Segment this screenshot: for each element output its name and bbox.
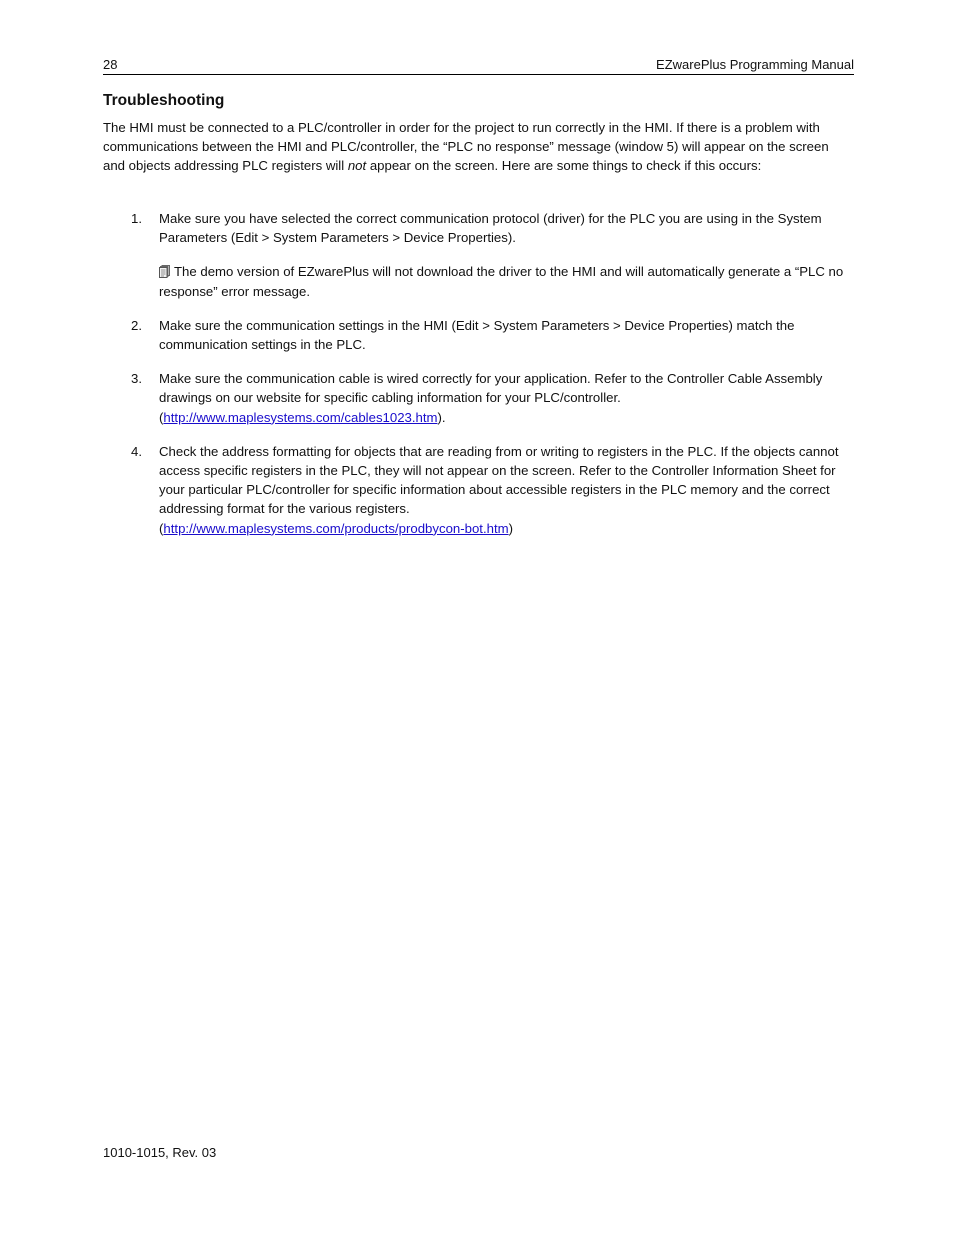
- demo-note: [159, 262, 854, 300]
- page-number: 28: [103, 57, 118, 72]
- list-item-text: [159, 442, 854, 538]
- intro-emphasis: not: [347, 158, 367, 174]
- list-item-number: 3.: [131, 371, 142, 387]
- intro-text-end: appear on the screen. Here are some things to check if this occurs:: [366, 158, 762, 174]
- list-item-text: Make sure you have selected the correct communication protocol (driver) for the PLC you are using in the System Parameters (Edit > System Parameters > Device Properties).: [159, 211, 822, 246]
- manual-title: EZwarePlus Programming Manual: [656, 57, 854, 72]
- list-item-body: Make sure the communication cable is wired correctly for your application. Refer to the Controller Cable Assembly drawings on our website for specific cabling information for your PLC/controller.: [159, 371, 823, 406]
- intro-paragraph: [103, 118, 854, 176]
- list-item-number: 2.: [131, 317, 142, 333]
- demo-note-text: The demo version of EZwarePlus will not download the driver to the HMI and will automatically generate a “PLC no response” error message.: [159, 264, 844, 299]
- link-suffix: ): [508, 520, 514, 536]
- list-item: [103, 369, 854, 427]
- troubleshooting-list: [103, 209, 854, 553]
- list-item: [103, 442, 854, 538]
- page-header: [103, 56, 854, 75]
- list-item-body: Check the address formatting for objects that are reading from or writing to registers in the PLC. If the objects cannot access specific registers in the PLC, they will not appear on the screen. Refer to the Controller Information Sheet for your particular PLC/controller for specific information about accessible registers in the PLC memory and the correct addressing format for the various registers.: [159, 443, 839, 517]
- link-suffix: ).: [437, 409, 446, 425]
- page-footer: 1010-1015, Rev. 03: [103, 1145, 217, 1160]
- link-prefix: (: [159, 409, 164, 425]
- list-item-number: 4.: [131, 443, 142, 459]
- list-item-number: 1.: [131, 211, 142, 226]
- intro-text-start: The HMI must be connected to a PLC/controller in order for the project to run correctly in the HMI. If there is a problem with communications between the HMI and PLC/controller, the “PLC no response” message (window 5) will appear on the screen and objects addressing PLC registers will: [103, 120, 829, 174]
- list-item: [103, 209, 854, 301]
- cables-link[interactable]: http://www.maplesystems.com/cables1023.htm: [163, 409, 438, 425]
- note-pages-icon: [159, 265, 170, 278]
- products-link[interactable]: http://www.maplesystems.com/products/prodbycon-bot.htm: [163, 520, 509, 536]
- list-item: [103, 316, 854, 354]
- document-page: [103, 0, 854, 1235]
- list-item-text: [159, 369, 854, 427]
- link-prefix: (: [159, 520, 164, 536]
- section-title: Troubleshooting: [103, 92, 225, 109]
- list-item-text: Make sure the communication settings in the HMI (Edit > System Parameters > Device Properties) match the communication settings in the PLC.: [159, 317, 795, 353]
